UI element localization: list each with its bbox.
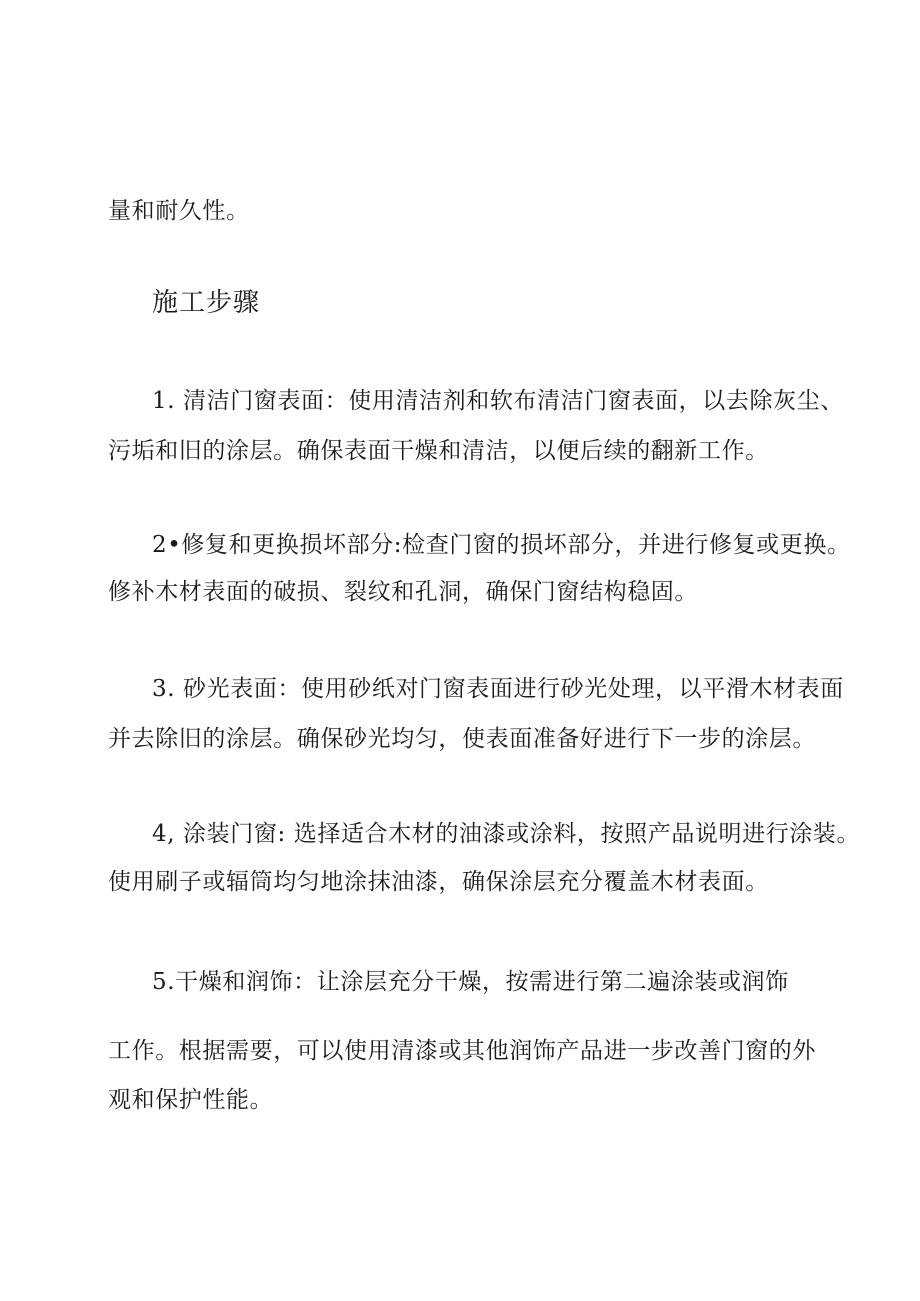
- intro-continuation: 量和耐久性。: [108, 198, 250, 224]
- step-1-line-1: 1. 清洁门窗表面：使用清洁剂和软布清洁门窗表面，以去除灰尘、: [152, 388, 844, 414]
- step-5-line-1: 5.干燥和润饰：让涂层充分干燥，按需进行第二遍涂装或润饰: [152, 969, 789, 995]
- step-3-line-2: 并去除旧的涂层。确保砂光均匀，使表面准备好进行下一步的涂层。: [108, 726, 816, 752]
- step-2-line-1: 2•修复和更换损坏部分:检查门窗的损坏部分，并进行修复或更换。: [152, 532, 851, 558]
- step-5-line-3: 观和保护性能。: [108, 1087, 274, 1113]
- step-2-line-2: 修补木材表面的破损、裂纹和孔洞，确保门窗结构稳固。: [108, 579, 698, 605]
- step-4-line-2: 使用刷子或辐筒均匀地涂抹油漆，确保涂层充分覆盖木材表面。: [108, 869, 769, 895]
- section-heading: 施工步骤: [152, 288, 261, 318]
- step-3-line-1: 3. 砂光表面：使用砂纸对门窗表面进行砂光处理，以平滑木材表面: [152, 676, 844, 702]
- step-4-line-1: 4, 涂装门窗: 选择适合木材的油漆或涂料，按照产品说明进行涂装。: [152, 821, 861, 847]
- step-5-line-2: 工作。根据需要，可以使用清漆或其他润饰产品进一步改善门窗的外: [108, 1038, 816, 1064]
- step-1-line-2: 污垢和旧的涂层。确保表面干燥和清洁，以便后续的翻新工作。: [108, 438, 769, 464]
